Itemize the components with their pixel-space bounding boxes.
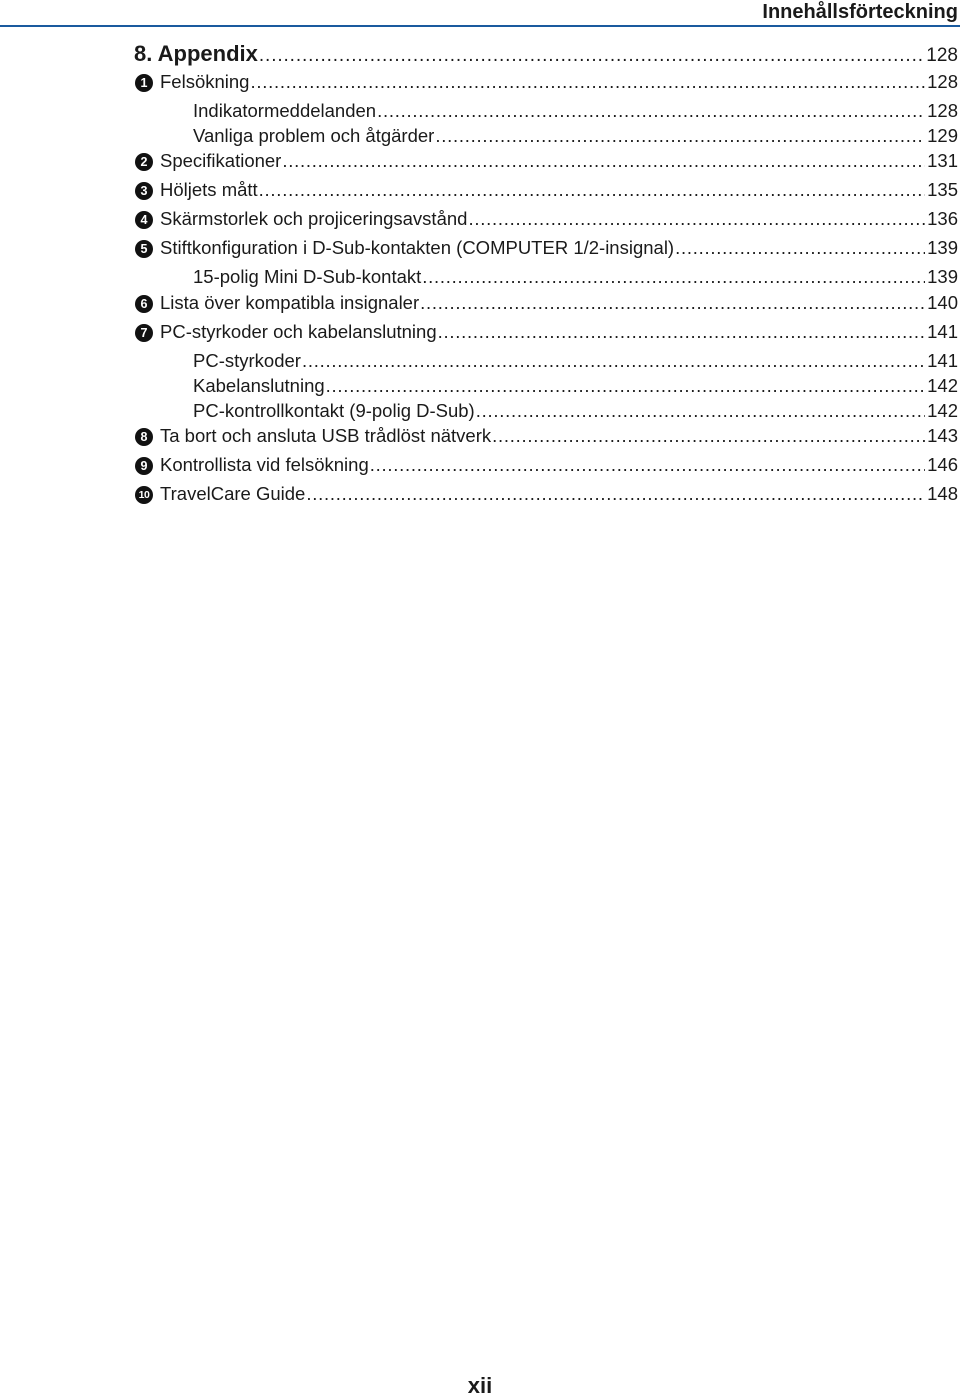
section-number-badge: 1: [135, 74, 153, 92]
toc-entry-label: Skärmstorlek och projiceringsavstånd: [160, 208, 468, 229]
toc-entry[interactable]: [138, 482, 958, 506]
toc-entry-page: 135: [927, 179, 958, 200]
toc-entry-page: 141: [927, 321, 958, 342]
dot-leader: [282, 149, 925, 173]
section-number-badge: 10: [135, 486, 153, 504]
toc-entry-page: 128: [927, 100, 958, 121]
toc-entry-label: Lista över kompatibla insignaler: [160, 292, 420, 313]
dot-leader: [438, 320, 926, 344]
toc-entry-label: Kontrollista vid felsökning: [160, 454, 369, 475]
toc-entry-label: Kabelanslutning: [193, 375, 325, 396]
toc-entry-label: 15-polig Mini D-Sub-kontakt: [193, 266, 422, 287]
toc-entry-label: PC-kontrollkontakt (9-polig D-Sub): [193, 400, 475, 421]
toc-entry-page: 139: [927, 237, 958, 258]
toc-subentry[interactable]: [193, 349, 958, 373]
toc-entry-label: Vanliga problem och åtgärder: [193, 125, 435, 146]
toc-entry-page: 136: [927, 208, 958, 229]
page-header: [0, 0, 960, 26]
toc-entry-page: 148: [927, 483, 958, 504]
section-number-badge: 3: [135, 182, 153, 200]
toc-entry[interactable]: [140, 320, 958, 344]
dot-leader: [250, 70, 925, 94]
dot-leader: [259, 44, 924, 68]
dot-leader: [675, 236, 925, 260]
toc-entry-page: 142: [927, 375, 958, 396]
toc-entry-label: PC-styrkoder: [193, 350, 301, 371]
toc-subentry[interactable]: [193, 124, 958, 148]
dot-leader: [435, 124, 925, 148]
toc-entry[interactable]: [140, 236, 958, 260]
section-number-badge: 2: [135, 153, 153, 171]
toc-entry-label: Stiftkonfiguration i D-Sub-kontakten (COMPUTER 1/2-insignal): [160, 237, 675, 258]
toc-subentry[interactable]: [193, 399, 958, 423]
section-number-badge: 4: [135, 211, 153, 229]
toc-entry-label: Indikatormeddelanden: [193, 100, 377, 121]
toc-entry-label: 8. Appendix: [134, 41, 258, 66]
dot-leader: [306, 482, 925, 506]
toc-entry[interactable]: [140, 207, 958, 231]
dot-leader: [468, 207, 925, 231]
section-number-badge: 9: [135, 457, 153, 475]
toc-entry-page: 141: [927, 350, 958, 371]
toc-entry-page: 142: [927, 400, 958, 421]
dot-leader: [422, 265, 925, 289]
header-rule: [0, 25, 960, 27]
dot-leader: [492, 424, 925, 448]
toc-entry-page: 143: [927, 425, 958, 446]
toc-subentry[interactable]: [193, 374, 958, 398]
toc-entry-page: 128: [926, 45, 958, 66]
toc-entry-label: PC-styrkoder och kabelanslutning: [160, 321, 437, 342]
toc-chapter-heading[interactable]: [134, 42, 958, 68]
section-number-badge: 6: [135, 295, 153, 313]
dot-leader: [420, 291, 925, 315]
toc-entry-label: Felsökning: [160, 71, 250, 92]
toc-entry[interactable]: [140, 424, 958, 448]
toc-entry[interactable]: [140, 453, 958, 477]
toc-entry[interactable]: [140, 178, 958, 202]
toc-subentry[interactable]: [193, 265, 958, 289]
dot-leader: [326, 374, 925, 398]
page-number: xii: [467, 1373, 493, 1398]
toc-entry[interactable]: [140, 70, 958, 94]
toc-entry-page: 129: [927, 125, 958, 146]
section-number-badge: 7: [135, 324, 153, 342]
dot-leader: [259, 178, 925, 202]
toc-entry-page: 146: [927, 454, 958, 475]
toc-entry-label: TravelCare Guide: [160, 483, 306, 504]
toc-entry[interactable]: [140, 291, 958, 315]
dot-leader: [370, 453, 925, 477]
page-title: Innehållsförteckning: [762, 1, 958, 23]
toc-entry-page: 128: [927, 71, 958, 92]
dot-leader: [302, 349, 925, 373]
toc-entry-label: Höljets mått: [160, 179, 258, 200]
toc-entry-page: 139: [927, 266, 958, 287]
section-number-badge: 8: [135, 428, 153, 446]
toc-entry-page: 131: [927, 150, 958, 171]
dot-leader: [476, 399, 925, 423]
toc-entry[interactable]: [140, 149, 958, 173]
toc-entry-label: Ta bort och ansluta USB trådlöst nätverk: [160, 425, 492, 446]
dot-leader: [377, 99, 925, 123]
toc-subentry[interactable]: [193, 99, 958, 123]
toc-entry-page: 140: [927, 292, 958, 313]
toc-entry-label: Specifikationer: [160, 150, 282, 171]
section-number-badge: 5: [135, 240, 153, 258]
